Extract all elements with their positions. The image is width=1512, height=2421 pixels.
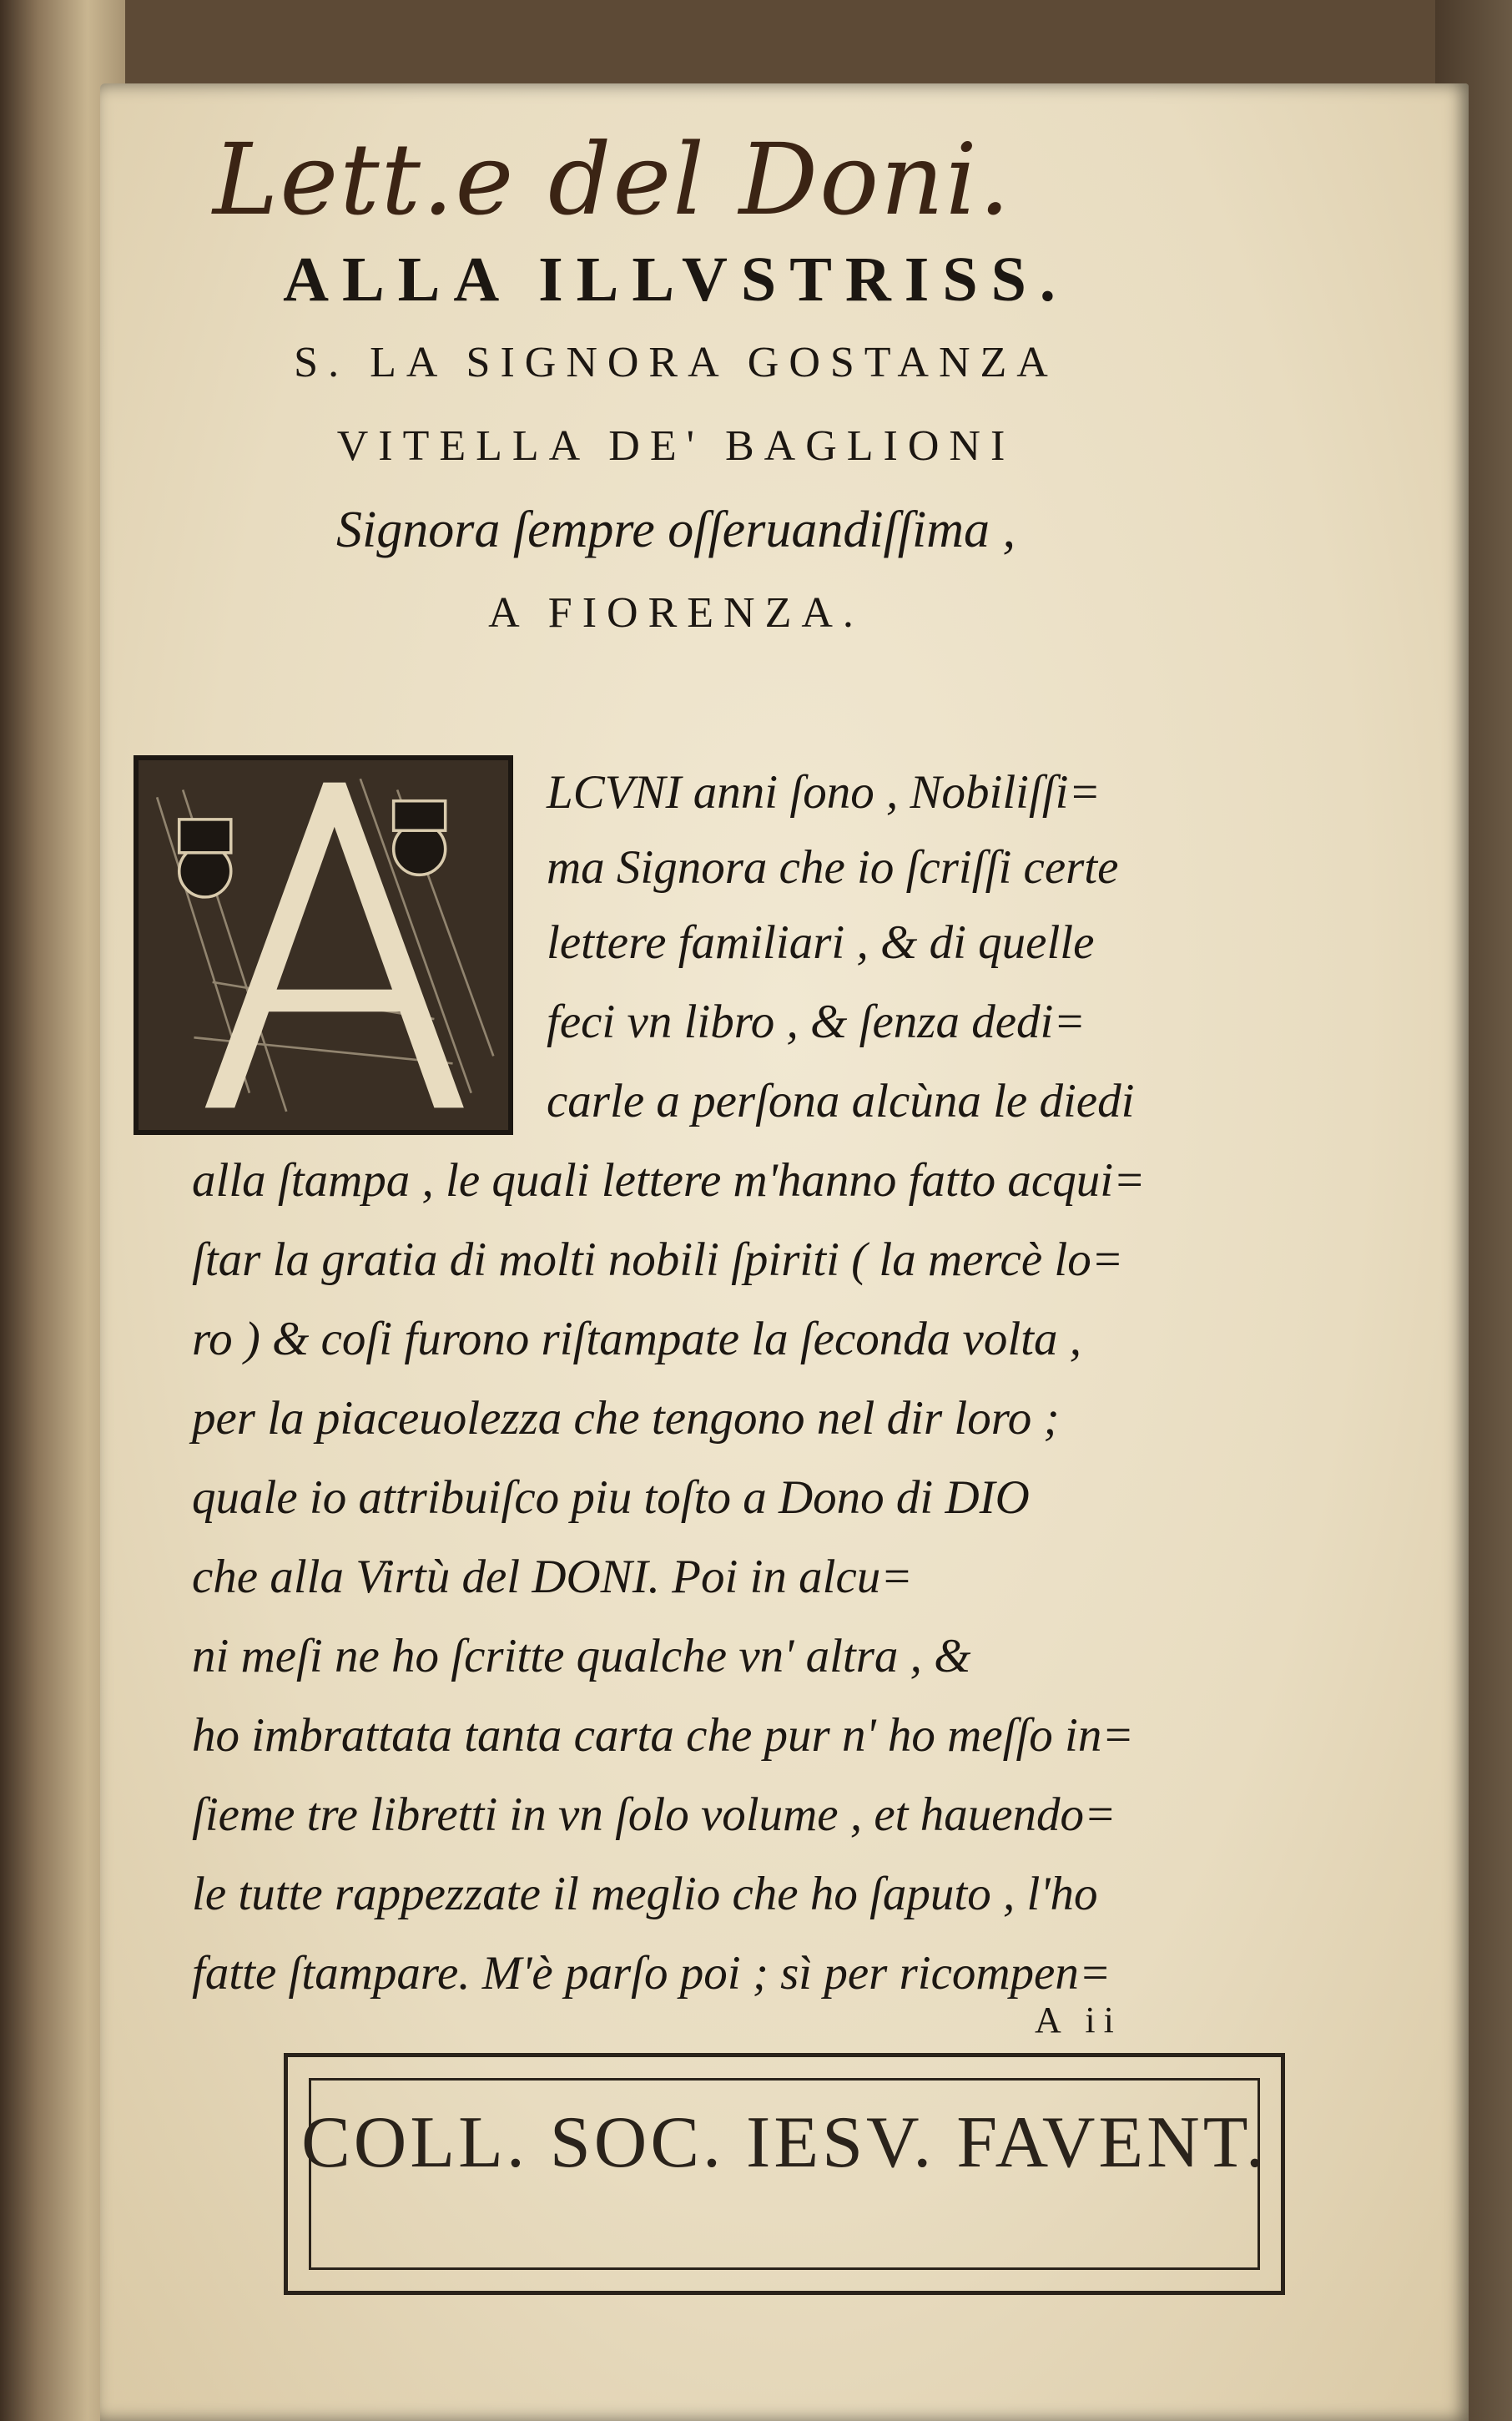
body-line: carle a perſona alcùna le diedi — [547, 1075, 1135, 1127]
woodcut-initial-a-icon — [139, 760, 508, 1130]
body-line: che alla Virtù del DONI. Poi in alcu= — [192, 1551, 913, 1603]
body-line: per la piaceuolezza che tengono nel dir loro ; — [192, 1392, 1060, 1445]
heading-line-3: VITELLA DE' BAGLIONI — [336, 422, 1016, 470]
body-line: ni meſi ne ho ſcritte qualche vn' altra , & — [192, 1630, 971, 1682]
body-line: feci vn libro , & ſenza dedi= — [547, 996, 1086, 1048]
body-line: ma Signora che io ſcriſſi certe — [547, 841, 1119, 894]
body-line: lettere familiari , & di quelle — [547, 916, 1095, 969]
heading-line-2: S. LA SIGNORA GOSTANZA — [294, 339, 1058, 386]
heading-line-1: ALLA ILLVSTRISS. — [283, 245, 1069, 315]
body-line: quale io attribuiſco piu toſto a Dono di DIO — [192, 1471, 1030, 1524]
heading-line-5: A FIORENZA. — [488, 589, 864, 637]
body-line: alla ſtampa , le quali lettere m'hanno fatto acqui= — [192, 1154, 1146, 1207]
body-line: fatte ſtampare. M'è parſo poi ; sì per ricompen= — [192, 1947, 1111, 2000]
heading-line-4: Signora ſempre oſſeruandiſſima , — [336, 502, 1016, 558]
body-line: LCVNI anni ſono , Nobiliſſi= — [547, 766, 1101, 819]
handwritten-note: Lett.e del Doni. — [213, 122, 1012, 237]
body-line: le tutte rappezzate il meglio che ho ſaputo , l'ho — [192, 1868, 1098, 1920]
woodcut-initial-a — [134, 755, 513, 1135]
body-line: ſtar la gratia di molti nobili ſpiriti ( la mercè lo= — [192, 1233, 1124, 1286]
signature-mark: A ii — [1035, 2000, 1122, 2040]
library-stamp-text: COLL. SOC. IESV. FAVENT. — [301, 2102, 1268, 2183]
library-stamp — [284, 2053, 1285, 2295]
body-line: ſieme tre libretti in vn ſolo volume , et hauendo= — [192, 1788, 1116, 1841]
body-line: ro ) & coſi furono riſtampate la ſeconda volta , — [192, 1313, 1081, 1365]
body-line: ho imbrattata tanta carta che pur n' ho meſſo in= — [192, 1709, 1134, 1762]
